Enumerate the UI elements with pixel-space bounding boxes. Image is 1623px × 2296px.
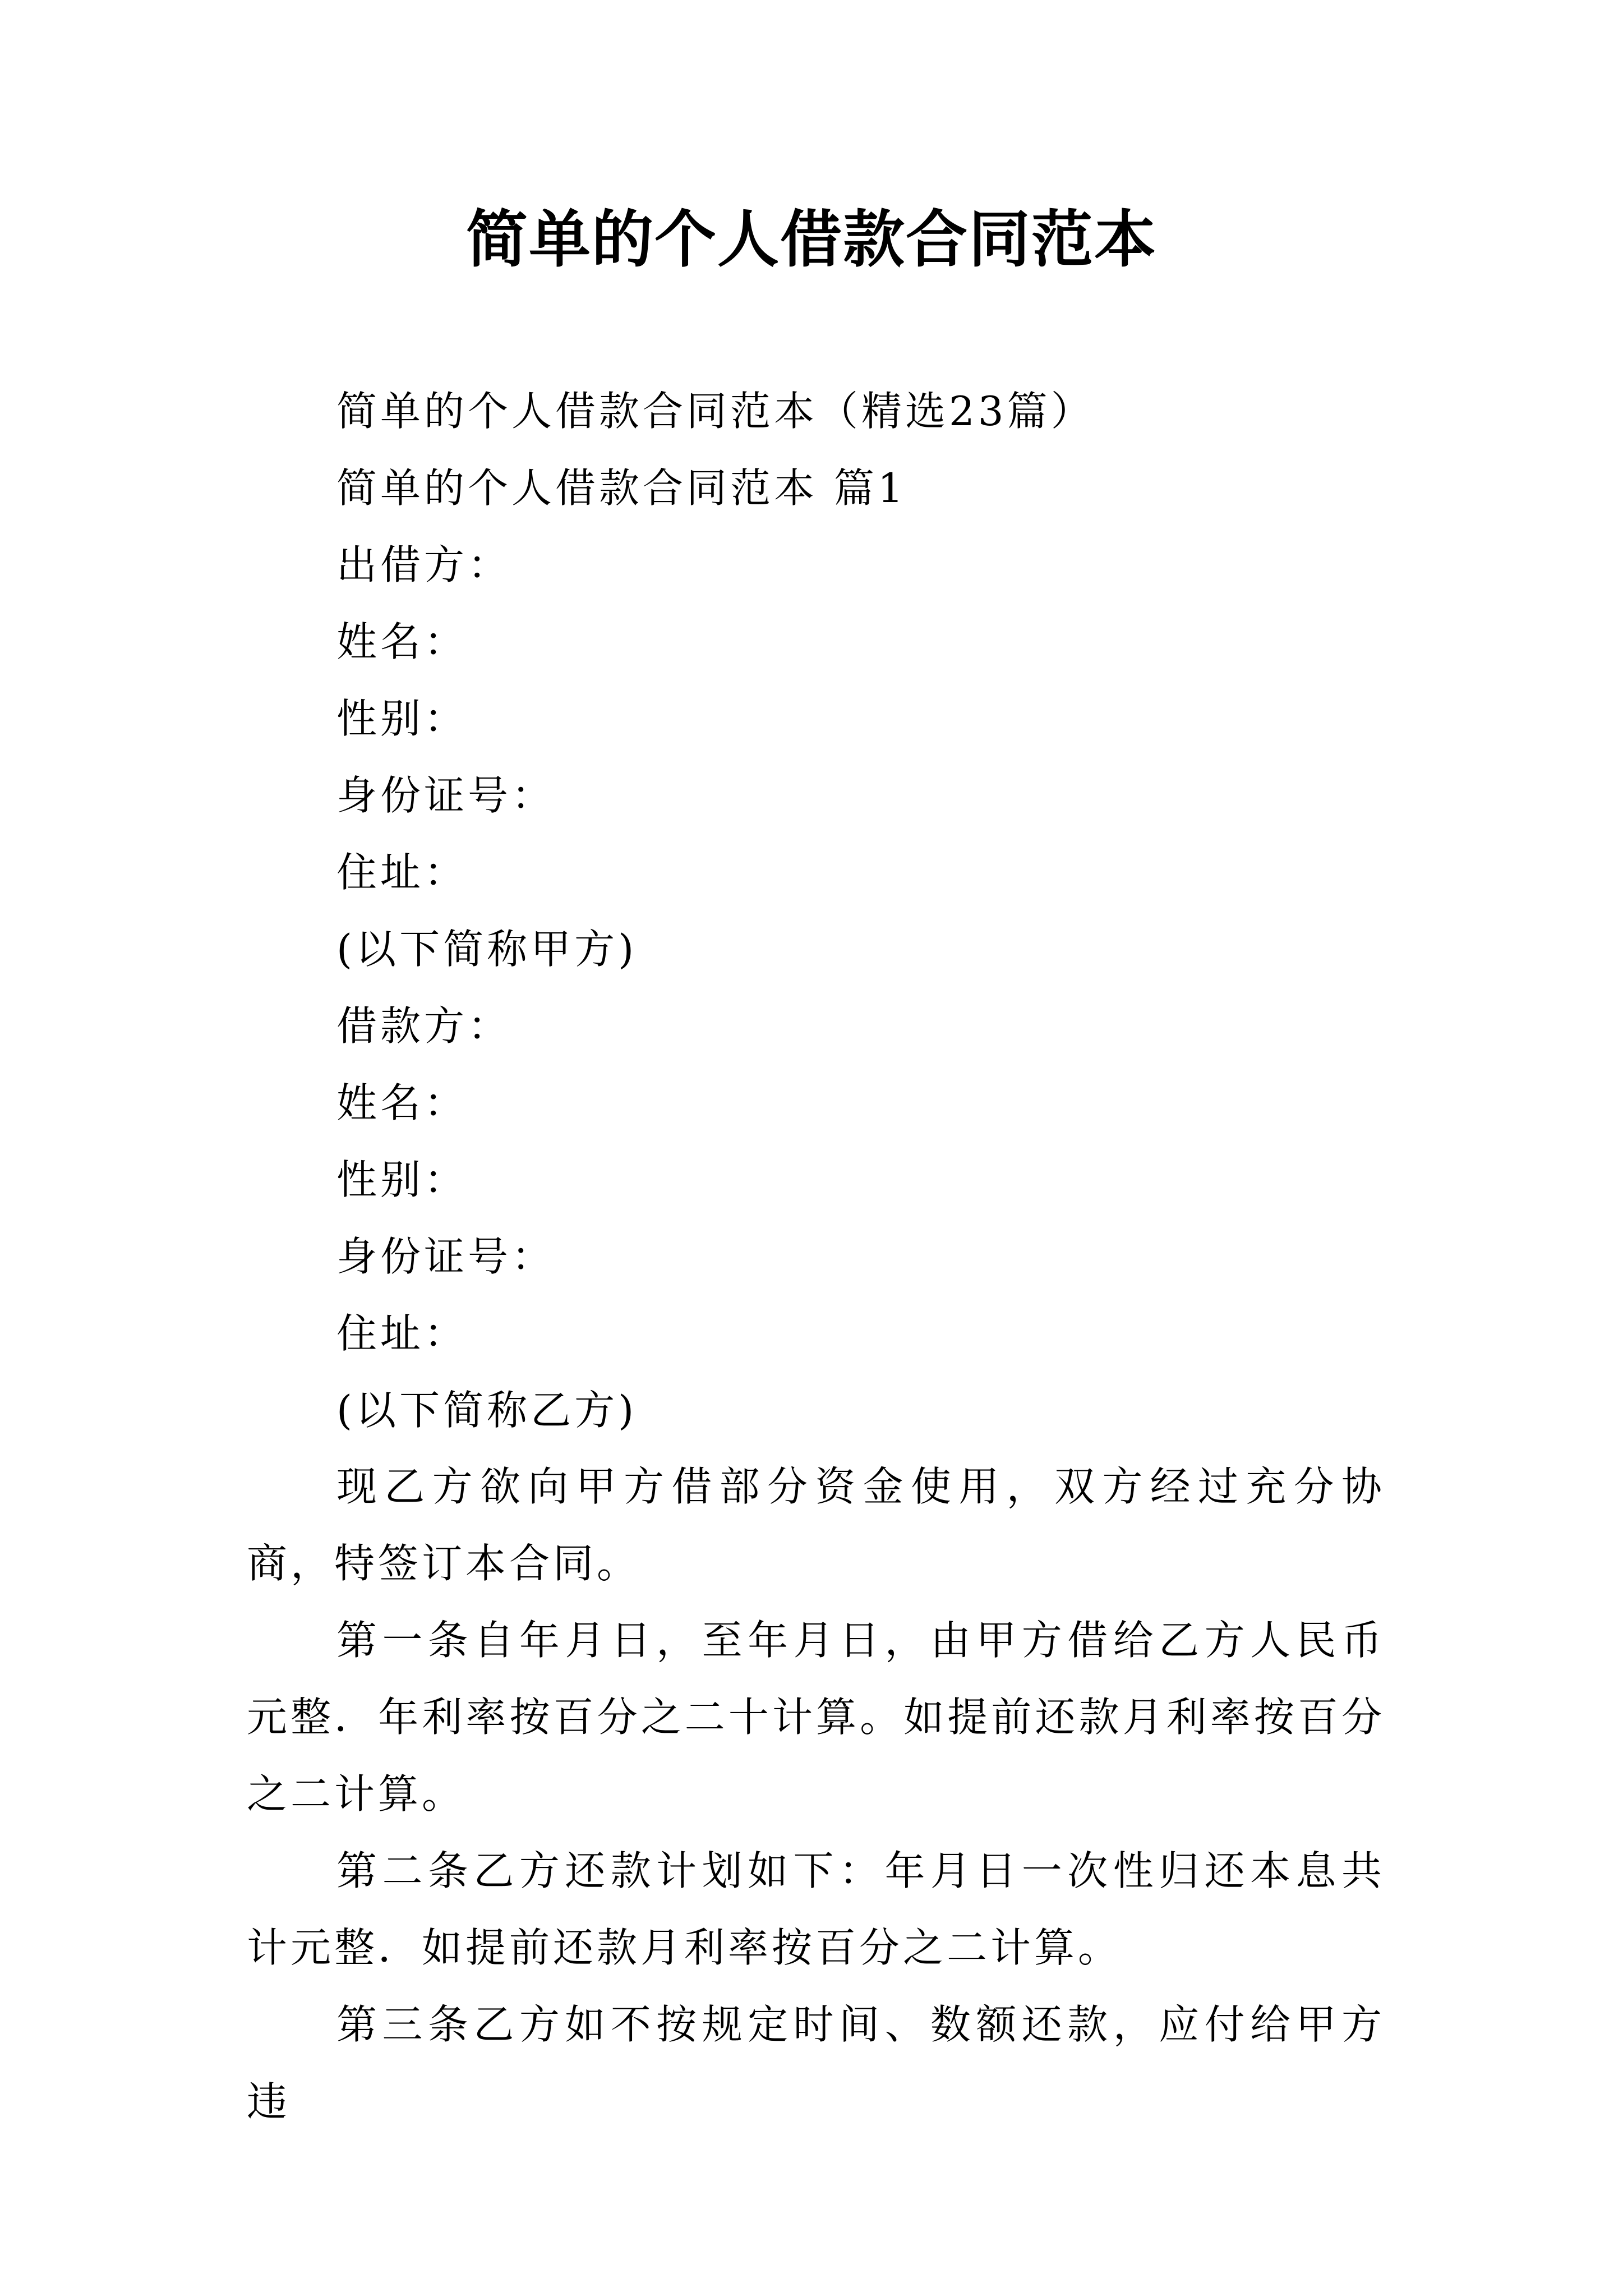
borrower-alias: (以下简称乙方) [336, 1387, 638, 1434]
paragraph-article-3: 第三条乙方如不按规定时间、数额还款，应付给甲方违 [247, 2001, 1385, 2125]
section-heading: 简单的个人借款合同范本 篇1 [336, 464, 907, 512]
borrower-gender-label: 性别： [336, 1156, 468, 1203]
lender-name-label: 姓名： [336, 618, 468, 665]
lender-id-label: 身份证号： [336, 772, 556, 819]
borrower-address-label: 住址： [336, 1310, 468, 1357]
document-title: 简单的个人借款合同范本 [466, 203, 1157, 275]
lender-gender-label: 性别： [336, 695, 468, 742]
paragraph-article-1: 第一条自年月日，至年月日，由甲方借给乙方人民币元整．年利率按百分之二十计算。如提前还款月利率按百分之二计算。 [247, 1617, 1385, 1818]
lender-heading: 出借方： [336, 541, 512, 588]
borrower-id-label: 身份证号： [336, 1233, 556, 1280]
document-subtitle: 简单的个人借款合同范本（精选23篇） [336, 388, 1095, 435]
borrower-heading: 借款方： [336, 1002, 512, 1050]
borrower-name-label: 姓名： [336, 1079, 468, 1126]
lender-alias: (以下简称甲方) [336, 926, 638, 973]
lender-address-label: 住址： [336, 849, 468, 896]
paragraph-article-2: 第二条乙方还款计划如下：年月日一次性归还本息共计元整．如提前还款月利率按百分之二计算。 [247, 1847, 1385, 1971]
paragraph-intro: 现乙方欲向甲方借部分资金使用，双方经过充分协商，特签订本合同。 [247, 1463, 1385, 1587]
